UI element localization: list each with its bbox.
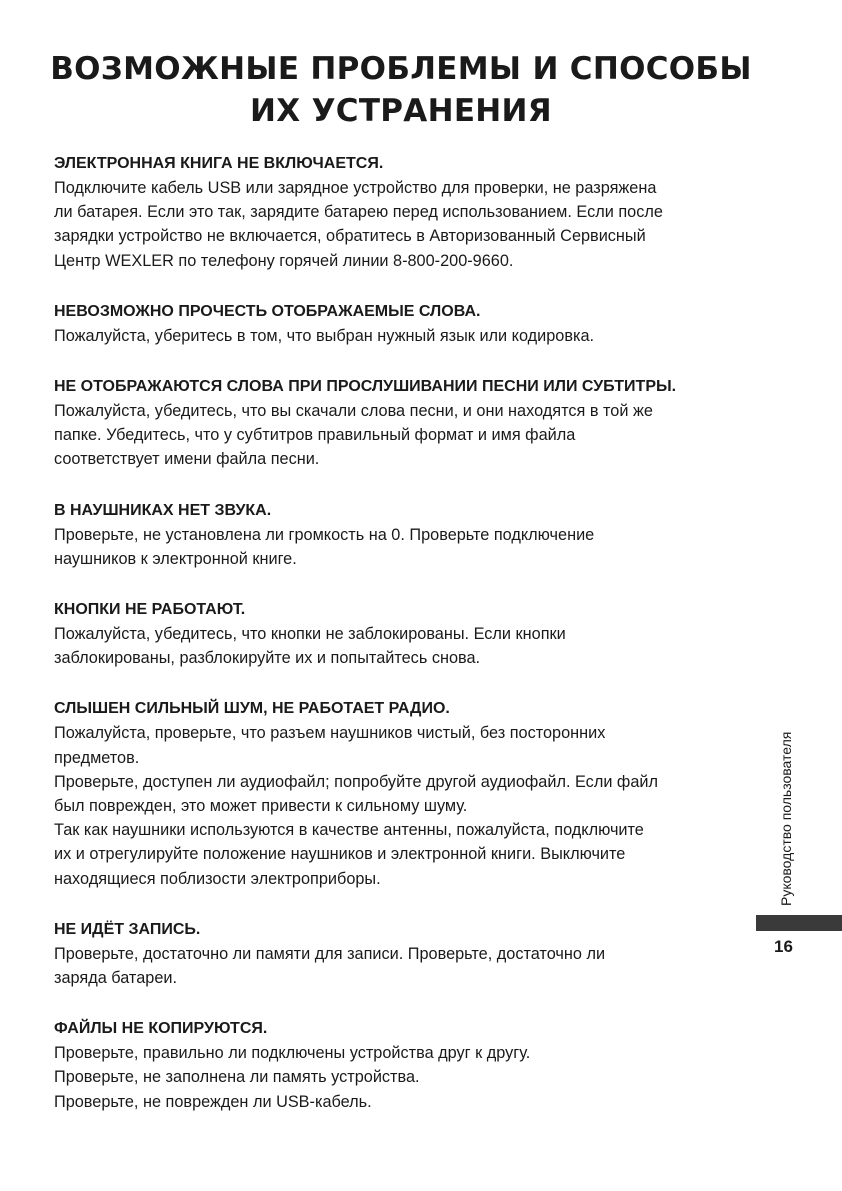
section-text-line: ли батарея. Если это так, зарядите батарею перед использованием. Если после <box>54 203 663 222</box>
page-marker-bar <box>756 915 842 931</box>
section-text-line: Центр WEXLER по телефону горячей линии 8-800-200-9660. <box>54 251 514 270</box>
section-text-line: находящиеся поблизости электроприборы. <box>54 869 381 888</box>
page-title-line-1: ВОЗМОЖНЫЕ ПРОБЛЕМЫ И СПОСОБЫ <box>50 51 752 87</box>
section-text-line: Проверьте, достаточно ли памяти для записи. Проверьте, достаточно ли <box>54 944 606 963</box>
troubleshooting-content <box>54 152 744 1141</box>
section-text-line: папке. Убедитесь, что у субтитров правильный формат и имя файла <box>54 426 576 445</box>
section-text-line: Проверьте, не установлена ли громкость на 0. Проверьте подключение <box>54 525 595 544</box>
troubleshooting-section <box>54 598 744 670</box>
troubleshooting-section <box>54 152 744 273</box>
section-body <box>54 176 744 273</box>
troubleshooting-section <box>54 1017 744 1114</box>
section-text-line: заблокированы, разблокируйте их и попытайтесь снова. <box>54 649 481 668</box>
section-text-line: Проверьте, доступен ли аудиофайл; попробуйте другой аудиофайл. Если файл <box>54 772 658 791</box>
section-heading: В НАУШНИКАХ НЕТ ЗВУКА. <box>54 501 272 519</box>
page-title <box>40 48 762 132</box>
section-text-line: Пожалуйста, убедитесь, что кнопки не заблокированы. Если кнопки <box>54 625 566 644</box>
section-heading: ФАЙЛЫ НЕ КОПИРУЮТСЯ. <box>54 1020 268 1038</box>
section-text-line: Пожалуйста, проверьте, что разъем наушников чистый, без посторонних <box>54 724 606 743</box>
section-text-line: Подключите кабель USB или зарядное устройство для проверки, не разряжена <box>54 179 657 197</box>
section-body <box>54 942 744 990</box>
troubleshooting-section <box>54 697 744 890</box>
side-label: Руководство пользователя <box>778 731 794 906</box>
section-text-line: Пожалуйста, убедитесь, что вы скачали слова песни, и они находятся в той же <box>54 402 653 421</box>
page-number: 16 <box>774 937 793 956</box>
section-heading: НЕ ОТОБРАЖАЮТСЯ СЛОВА ПРИ ПРОСЛУШИВАНИИ ПЕСНИ ИЛИ СУБТИТРЫ. <box>54 378 677 396</box>
troubleshooting-section <box>54 918 744 990</box>
section-heading: НЕ ИДЁТ ЗАПИСЬ. <box>54 920 201 938</box>
section-body <box>54 721 744 890</box>
section-text-line: предметов. <box>54 748 140 767</box>
troubleshooting-section <box>54 300 744 348</box>
troubleshooting-section <box>54 375 744 472</box>
section-text-line: Так как наушники используются в качестве антенны, пожалуйста, подключите <box>54 821 644 840</box>
section-text-line: соответствует имени файла песни. <box>54 450 320 469</box>
section-text-line: их и отрегулируйте положение наушников и электронной книги. Выключите <box>54 845 626 864</box>
section-body <box>54 622 744 670</box>
section-text-line: Пожалуйста, уберитесь в том, что выбран нужный язык или кодировка. <box>54 326 595 345</box>
section-text-line: заряда батареи. <box>54 969 177 988</box>
section-text-line: Проверьте, правильно ли подключены устройства друг к другу. <box>54 1044 531 1063</box>
section-body <box>54 523 744 571</box>
section-heading: КНОПКИ НЕ РАБОТАЮТ. <box>54 601 246 619</box>
section-body <box>54 324 744 348</box>
section-text-line: наушников к электронной книге. <box>54 549 297 568</box>
section-body <box>54 1041 744 1114</box>
page-title-line-2: ИХ УСТРАНЕНИЯ <box>250 93 552 129</box>
section-text-line: зарядки устройство не включается, обратитесь в Авторизованный Сервисный <box>54 227 646 246</box>
section-text-line: Проверьте, не заполнена ли память устройства. <box>54 1068 420 1087</box>
section-heading: СЛЫШЕН СИЛЬНЫЙ ШУМ, НЕ РАБОТАЕТ РАДИО. <box>54 700 450 718</box>
troubleshooting-section <box>54 499 744 571</box>
section-heading: НЕВОЗМОЖНО ПРОЧЕСТЬ ОТОБРАЖАЕМЫЕ СЛОВА. <box>54 302 481 320</box>
section-text-line: был поврежден, это может привести к сильному шуму. <box>54 797 468 816</box>
section-heading: ЭЛЕКТРОННАЯ КНИГА НЕ ВКЛЮЧАЕТСЯ. <box>54 155 384 172</box>
section-text-line: Проверьте, не поврежден ли USB-кабель. <box>54 1092 372 1111</box>
section-body <box>54 399 744 472</box>
